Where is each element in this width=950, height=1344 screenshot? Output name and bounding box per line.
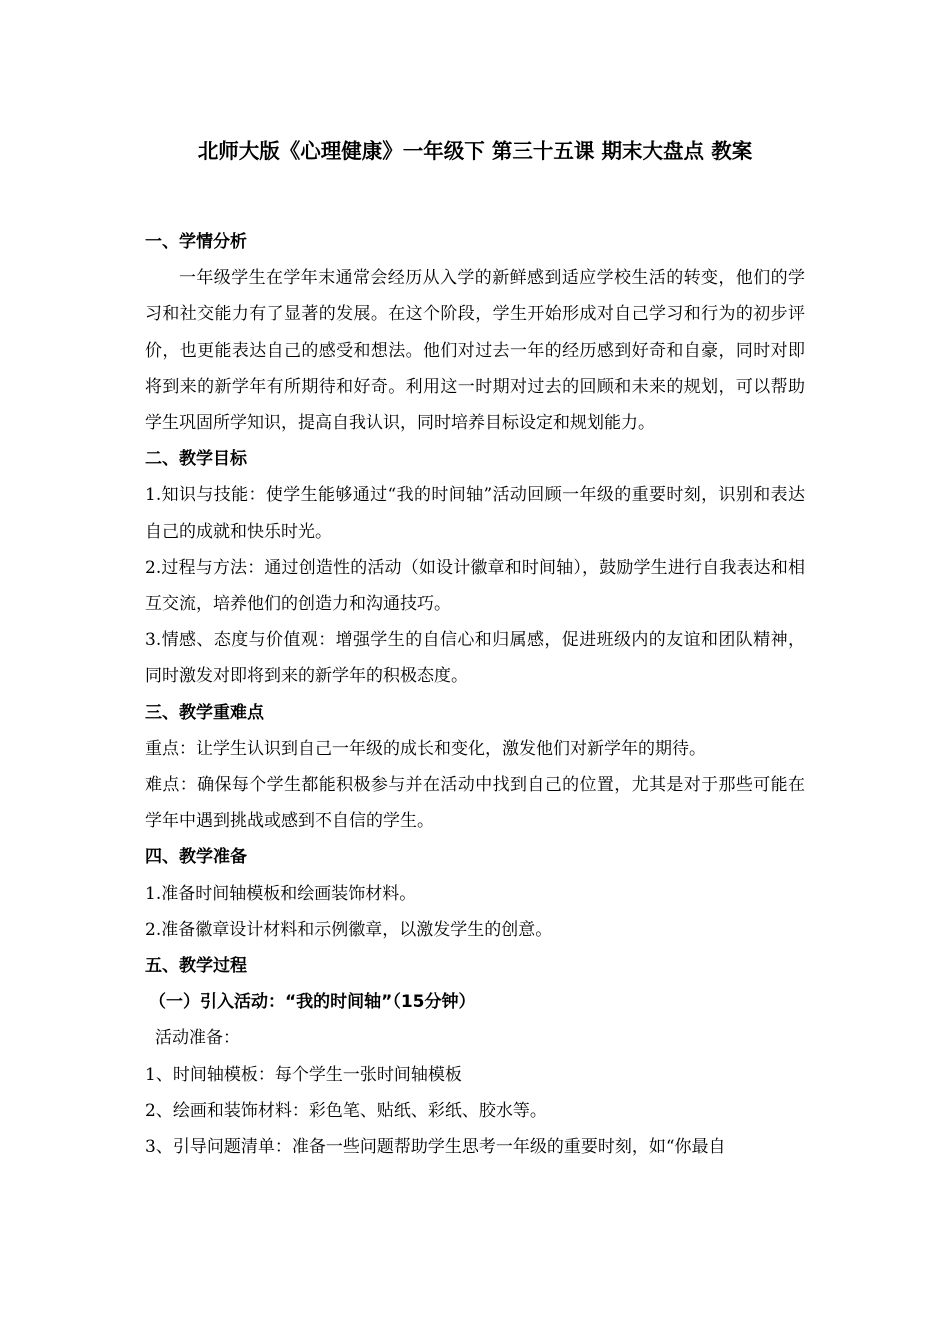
document-body (145, 224, 805, 1165)
section-heading-teaching-preparation: 四、教学准备 (145, 847, 247, 868)
activity-prep-label: 活动准备： (155, 1028, 240, 1049)
learning-analysis-paragraph: 一年级学生在学年末通常会经历从入学的新鲜感到适应学校生活的转变，他们的学习和社交能力有了显著的发展。在这个阶段，学生开始形成对自己学习和行为的初步评价，也更能表达自己的感受和想法。他们对过去一年的经历感到好奇和自豪，同时对即将到来的新学年有所期待和好奇。利用这一时期对过去的回顾和未来的规划，可以帮助学生巩固所学知识，提高自我认识，同时培养目标设定和规划能力。 (145, 268, 805, 434)
document-title: 北师大版《心理健康》一年级下 第三十五课 期末大盘点 教案 (197, 139, 753, 163)
preparation-item-badge: 2.准备徽章设计材料和示例徽章，以激发学生的创意。 (145, 919, 553, 940)
goal-item-emotion: 3.情感、态度与价值观：增强学生的自信心和归属感，促进班级内的友谊和团队精神，同时激发对即将到来的新学年的积极态度。 (145, 630, 805, 687)
section-heading-key-difficult-points: 三、教学重难点 (145, 702, 264, 723)
section-heading-teaching-goals: 二、教学目标 (145, 449, 247, 470)
activity-prep-item-questions: 3、引导问题清单：准备一些问题帮助学生思考一年级的重要时刻，如“你最自 (145, 1137, 726, 1158)
goal-item-process: 2.过程与方法：通过创造性的活动（如设计徽章和时间轴），鼓励学生进行自我表达和相互交流，培养他们的创造力和沟通技巧。 (145, 557, 805, 615)
difficult-point-text: 难点：确保每个学生都能积极参与并在活动中找到自己的位置，尤其是对于那些可能在学年中遇到挑战或感到不自信的学生。 (145, 775, 805, 832)
preparation-item-timeline: 1.准备时间轴模板和绘画装饰材料。 (145, 883, 417, 904)
section-heading-learning-analysis: 一、学情分析 (145, 232, 247, 252)
subsection-heading-intro-activity: （一）引入活动：“我的时间轴”（15分钟） (149, 992, 476, 1013)
key-point-text: 重点：让学生认识到自己一年级的成长和变化，激发他们对新学年的期待。 (145, 738, 706, 759)
section-heading-teaching-process: 五、教学过程 (145, 956, 247, 977)
goal-item-knowledge: 1.知识与技能：使学生能够通过“我的时间轴”活动回顾一年级的重要时刻，识别和表达自己的成就和快乐时光。 (145, 485, 805, 542)
activity-prep-item-template: 1、时间轴模板：每个学生一张时间轴模板 (145, 1064, 462, 1085)
activity-prep-item-materials: 2、绘画和装饰材料：彩色笔、贴纸、彩纸、胶水等。 (145, 1100, 547, 1121)
